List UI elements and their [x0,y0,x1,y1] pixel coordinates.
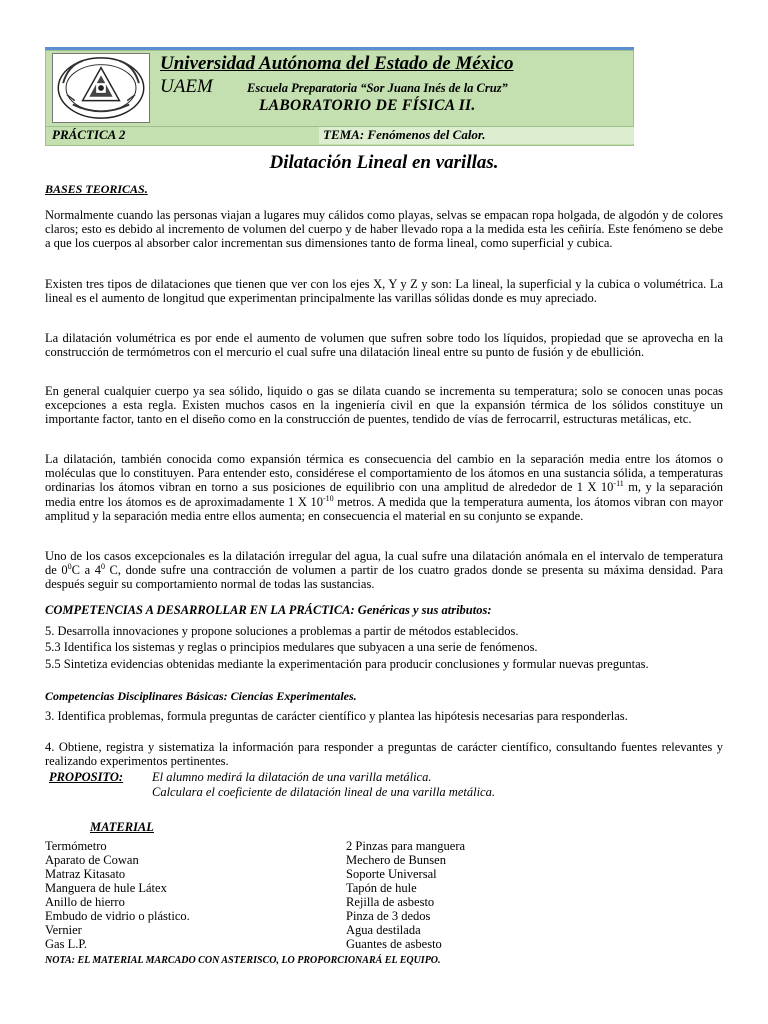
seal-icon [53,54,149,122]
school-name: Escuela Preparatoria “Sor Juana Inés de la Cruz” [247,81,508,95]
paragraph-4: En general cualquier cuerpo ya sea sólido, liquido o gas se dilata cuando se incrementa su temperatura; solo se conocen unas pocas excepciones a esta regla. Existen muchos casos en la ingeniería civil en que la expansión térmica de los sólidos constituye un importante factor, tanto en el diseño como en la construcción de puentes, tendido de vías de ferrocarril, estructuras metálicas, etc. [45,384,723,427]
material-item: Pinza de 3 dedos [346,909,431,923]
paragraph-5: La dilatación, también conocida como expansión térmica es consecuencia del cambio en la separación media entre los átomos o moléculas que lo constituyen. Para entender esto, considérese el comportamiento de los átomos en una sustancia sólida, a temperaturas ordinarias los átomos vibran en torno a sus posiciones de equilibrio con una amplitud de alrededor de 1 X $10^{-11}$ m, y la separación media entre los átomos es de aproximadamente 1 X $10^{-10}$ metros. A medida que la temperatura aumenta, los átomos vibran con mayor amplitud y la separación media entre ellos aumenta; en consecuencia el material en su conjunto se expande. [45,452,723,523]
material-item: Termómetro [45,839,107,853]
material-item: Tapón de hule [346,881,417,895]
competencia-item: 5.5 Sintetiza evidencias obtenidas mediante la experimentación para producir conclusiones y formular nuevas preguntas. [45,657,649,671]
competencia-item: 5. Desarrolla innovaciones y propone soluciones a problemas a partir de métodos establecidos. [45,624,519,638]
material-item: Matraz Kitasato [45,867,126,881]
paragraph-1: Normalmente cuando las personas viajan a lugares muy cálidos como playas, selvas se empacan ropa holgada, de algodón y de colores claros; esto es debido al incremento de volumen del cuerpo y de haber llevado ropa a la medida esta les ceñiría. Este fenómeno se debe a que los cuerpos al absorber calor incrementan sus dimensiones tanto de forma lineal, como superficial y cubica. [45,208,723,251]
university-name: Universidad Autónoma del Estado de México [160,53,514,74]
paragraph-3: La dilatación volumétrica es por ende el aumento de volumen que sufren sobre todo los líquidos, propiedad que se aprovecha en la construcción de termómetros con el mercurio el cual sufre una dilatación lineal entre su punto de fusión y de ebullición. [45,331,723,360]
document-title: Dilatación Lineal en varillas. [269,152,499,173]
material-list-left [45,839,190,951]
practice-topic: TEMA: Fenómenos del Calor. [323,127,486,142]
material-item: Soporte Universal [346,867,437,881]
uaem-label: UAEM [160,76,213,97]
paragraph-6: Uno de los casos excepcionales es la dilatación irregular del agua, la cual sufre una dilatación anómala en el intervalo de temperatura de $0^0C$ a $4^0$ C, donde sufre una contracción de volumen a partir de los cuatro grados donde se presenta su máxima densidad. Para después seguir su comportamiento normal de todas las sustancias. [45,549,723,592]
material-item: Agua destilada [346,923,421,937]
material-list-right [346,839,465,951]
note-text: NOTA: EL MATERIAL MARCADO CON ASTERISCO, LO PROPORCIONARÁ EL EQUIPO. [45,955,441,966]
material-item: Rejilla de asbesto [346,895,435,909]
material-label: MATERIAL [90,820,154,834]
material-item: 2 Pinzas para manguera [346,839,466,853]
disciplinar-item: 4. Obtiene, registra y sistematiza la información para responder a preguntas de carácter científico, consultando fuentes relevantes y realizando experimentos pertinentes. [45,740,723,769]
material-item: Embudo de vidrio o plástico. [45,909,190,923]
proposito-line-2: Calculara el coeficiente de dilatación lineal de una varilla metálica. [152,785,495,799]
material-item: Mechero de Bunsen [346,853,446,867]
paragraph-2: Existen tres tipos de dilataciones que tienen que ver con los ejes X, Y y Z y son: La lineal, la superficial y la cubica o volumétrica. La lineal es el aumento de longitud que experimentan principalmente las varillas sólidas donde es muy apreciado. [45,277,723,306]
proposito-label: PROPOSITO: [49,770,124,784]
lab-name: LABORATORIO DE FÍSICA II. [259,97,476,114]
material-item: Guantes de asbesto [346,937,442,951]
material-item: Vernier [45,923,82,937]
university-seal [52,53,150,123]
proposito-line-1: El alumno medirá la dilatación de una varilla metálica. [152,770,432,784]
material-item: Anillo de hierro [45,895,125,909]
section-bases-label: BASES TEORICAS. [45,182,148,196]
material-item: Manguera de hule Látex [45,881,167,895]
disciplinares-heading: Competencias Disciplinares Básicas: Ciencias Experimentales. [45,689,357,703]
competencia-item: 5.3 Identifica los sistemas y reglas o principios medulares que subyacen a una serie de fenómenos. [45,640,538,654]
disciplinar-item: 3. Identifica problemas, formula preguntas de carácter científico y plantea las hipótesis necesarias para responderlas. [45,709,628,723]
competencias-heading: COMPETENCIAS A DESARROLLAR EN LA PRÁCTICA: Genéricas y sus atributos: [45,603,492,617]
material-item: Gas L.P. [45,937,88,951]
practice-number: PRÁCTICA 2 [52,127,126,142]
material-item: Aparato de Cowan [45,853,139,867]
